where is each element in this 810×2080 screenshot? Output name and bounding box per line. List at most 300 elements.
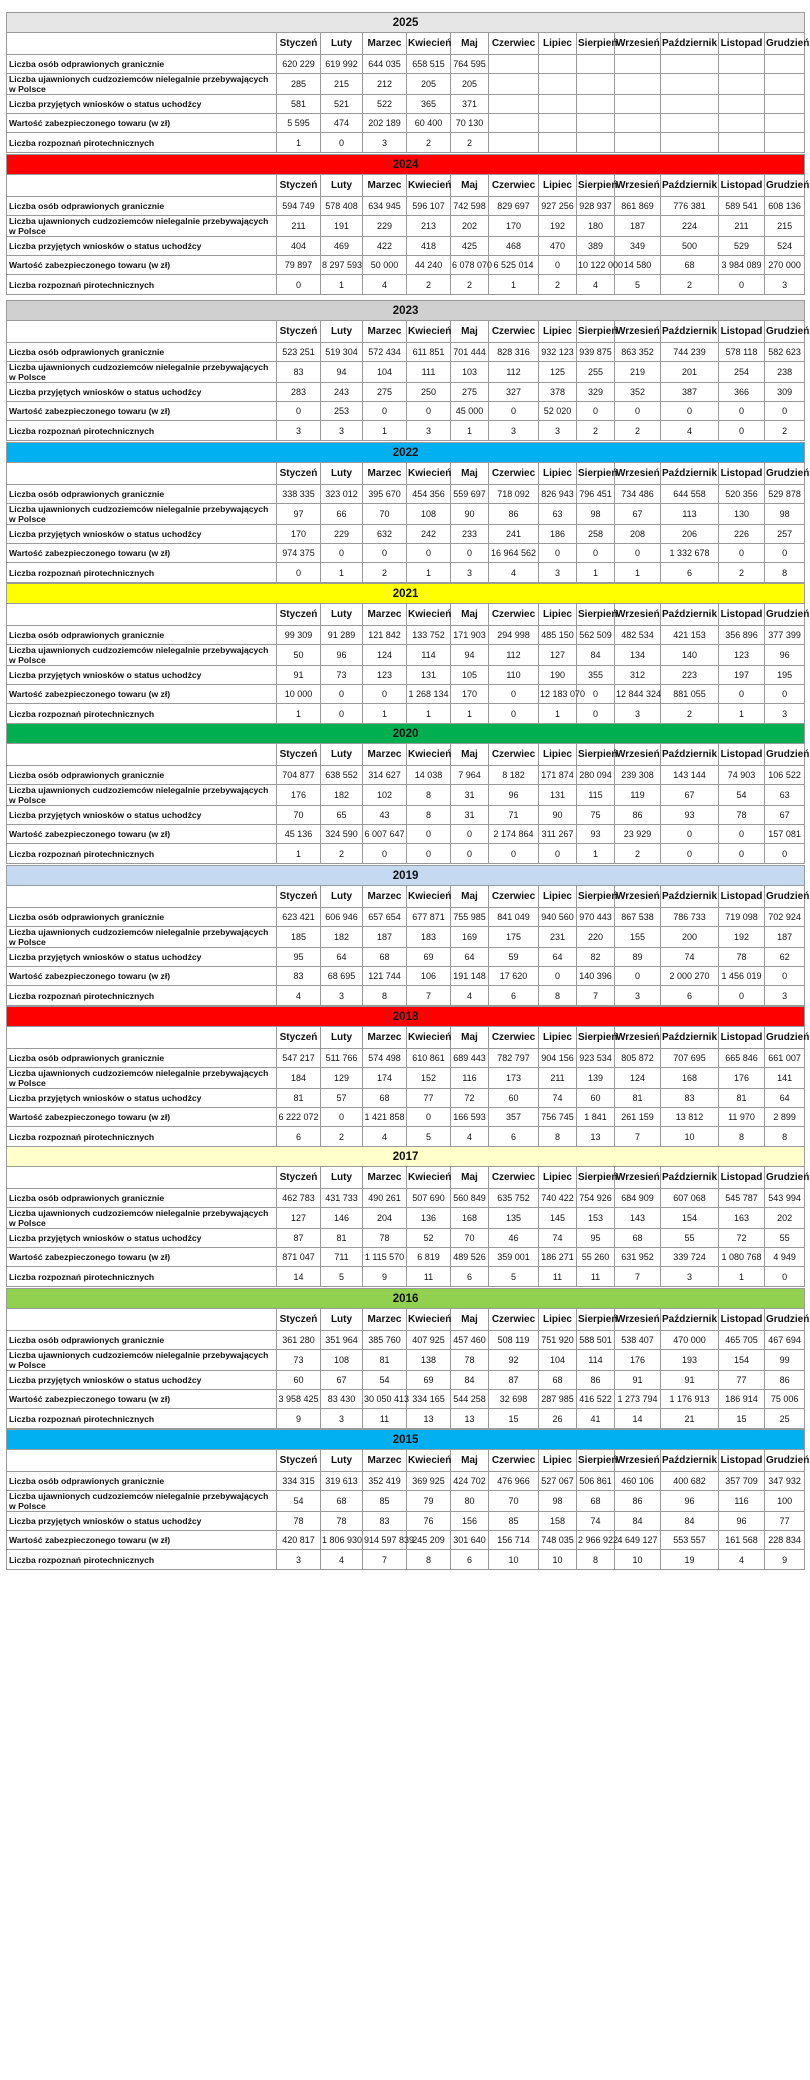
month-header: Kwiecień	[407, 886, 451, 908]
data-cell: 371	[451, 95, 489, 114]
data-cell: 68	[363, 1089, 407, 1108]
data-cell	[539, 74, 577, 95]
data-cell: 231	[539, 927, 577, 948]
data-cell: 4	[321, 1550, 363, 1570]
data-cell: 111	[407, 362, 451, 383]
month-header: Sierpień	[577, 744, 615, 766]
data-cell: 155	[615, 927, 661, 948]
data-cell: 377 399	[765, 626, 805, 645]
table-row	[7, 402, 805, 421]
data-cell: 301 640	[451, 1531, 489, 1550]
row-label: Liczba osób odprawionych granicznie	[7, 1331, 277, 1350]
data-cell: 701 444	[451, 343, 489, 362]
month-header: Styczeń	[277, 1309, 321, 1331]
data-cell: 74	[539, 1229, 577, 1248]
data-cell: 180	[577, 216, 615, 237]
data-cell: 6 007 647	[363, 825, 407, 844]
data-cell: 786 733	[661, 908, 719, 927]
data-cell: 829 697	[489, 197, 539, 216]
data-cell: 560 849	[451, 1189, 489, 1208]
data-cell: 0	[577, 704, 615, 724]
data-cell: 205	[407, 74, 451, 95]
data-cell: 3	[321, 421, 363, 441]
data-cell: 1	[719, 704, 765, 724]
data-cell	[615, 133, 661, 153]
data-cell: 134	[615, 645, 661, 666]
month-header: Luty	[321, 321, 363, 343]
data-cell: 378	[539, 383, 577, 402]
data-cell: 927 256	[539, 197, 577, 216]
row-label: Liczba osób odprawionych granicznie	[7, 197, 277, 216]
month-header: Październik	[661, 604, 719, 626]
data-cell: 489 526	[451, 1248, 489, 1267]
data-cell: 153	[577, 1208, 615, 1229]
data-cell: 197	[719, 666, 765, 685]
data-cell: 11	[577, 1267, 615, 1287]
data-cell: 702 924	[765, 908, 805, 927]
data-cell: 93	[661, 806, 719, 825]
month-header: Wrzesień	[615, 604, 661, 626]
month-header: Luty	[321, 1450, 363, 1472]
row-label: Wartość zabezpieczonego towaru (w zł)	[7, 256, 277, 275]
month-header: Marzec	[363, 604, 407, 626]
table-row	[7, 1208, 805, 1229]
data-cell: 744 239	[661, 343, 719, 362]
data-cell: 1	[277, 133, 321, 153]
table-row	[7, 421, 805, 441]
data-cell: 70 130	[451, 114, 489, 133]
month-header: Październik	[661, 886, 719, 908]
data-cell: 754 926	[577, 1189, 615, 1208]
data-cell: 66	[321, 504, 363, 525]
data-cell: 79	[407, 1491, 451, 1512]
year-table-2019	[6, 865, 810, 1006]
data-cell: 578 118	[719, 343, 765, 362]
data-cell: 90	[451, 504, 489, 525]
table-row	[7, 55, 805, 74]
row-label: Wartość zabezpieczonego towaru (w zł)	[7, 967, 277, 986]
table-row	[7, 544, 805, 563]
data-cell	[577, 133, 615, 153]
data-cell: 116	[451, 1068, 489, 1089]
data-cell: 881 055	[661, 685, 719, 704]
data-cell: 2	[407, 275, 451, 295]
year-table-2020	[6, 723, 810, 864]
data-cell: 270 000	[765, 256, 805, 275]
month-header: Sierpień	[577, 604, 615, 626]
data-cell: 329	[577, 383, 615, 402]
data-cell: 349	[615, 237, 661, 256]
data-cell: 158	[539, 1512, 577, 1531]
data-cell: 3	[277, 421, 321, 441]
data-cell: 594 749	[277, 197, 321, 216]
data-cell: 4	[451, 986, 489, 1006]
table-row	[7, 766, 805, 785]
data-cell: 14 038	[407, 766, 451, 785]
data-cell: 280 094	[577, 766, 615, 785]
month-header: Luty	[321, 1027, 363, 1049]
data-cell: 114	[407, 645, 451, 666]
data-cell: 59	[489, 948, 539, 967]
data-cell: 0	[661, 402, 719, 421]
data-cell: 8	[719, 1127, 765, 1147]
data-cell: 1	[577, 844, 615, 864]
data-cell: 201	[661, 362, 719, 383]
month-header: Marzec	[363, 321, 407, 343]
data-cell: 175	[489, 927, 539, 948]
data-cell: 0	[407, 844, 451, 864]
data-cell: 0	[719, 402, 765, 421]
data-cell: 131	[407, 666, 451, 685]
data-cell: 69	[407, 1371, 451, 1390]
data-cell: 130	[719, 504, 765, 525]
data-cell: 78	[321, 1512, 363, 1531]
data-cell: 8	[539, 1127, 577, 1147]
data-cell: 275	[451, 383, 489, 402]
data-cell: 226	[719, 525, 765, 544]
data-cell: 70	[277, 806, 321, 825]
data-cell: 311 267	[539, 825, 577, 844]
data-cell: 171 874	[539, 766, 577, 785]
row-label: Liczba osób odprawionych granicznie	[7, 485, 277, 504]
data-cell: 77	[407, 1089, 451, 1108]
month-header: Styczeń	[277, 321, 321, 343]
data-cell: 2	[719, 563, 765, 583]
data-cell: 241	[489, 525, 539, 544]
data-cell: 183	[407, 927, 451, 948]
row-label: Liczba osób odprawionych granicznie	[7, 626, 277, 645]
row-label: Liczba przyjętych wniosków o status uchodźcy	[7, 1512, 277, 1531]
data-cell: 287 985	[539, 1390, 577, 1409]
data-cell: 154	[719, 1350, 765, 1371]
data-cell: 163	[719, 1208, 765, 1229]
data-cell: 553 557	[661, 1531, 719, 1550]
data-cell: 104	[539, 1350, 577, 1371]
data-cell	[489, 74, 539, 95]
data-cell: 127	[539, 645, 577, 666]
data-cell: 5	[615, 275, 661, 295]
data-cell: 185	[277, 927, 321, 948]
data-cell: 10	[615, 1550, 661, 1570]
row-label: Wartość zabezpieczonego towaru (w zł)	[7, 1390, 277, 1409]
data-cell: 1 456 019	[719, 967, 765, 986]
data-cell: 0	[615, 402, 661, 421]
data-cell: 1	[407, 563, 451, 583]
data-cell: 81	[719, 1089, 765, 1108]
data-cell: 2	[451, 275, 489, 295]
data-cell: 3	[489, 421, 539, 441]
data-cell: 581	[277, 95, 321, 114]
header-blank-cell	[7, 886, 277, 908]
data-cell: 191	[321, 216, 363, 237]
data-cell: 631 952	[615, 1248, 661, 1267]
data-cell: 6 819	[407, 1248, 451, 1267]
data-cell: 520 356	[719, 485, 765, 504]
data-cell: 211	[539, 1068, 577, 1089]
data-cell: 80	[451, 1491, 489, 1512]
data-cell: 522	[363, 95, 407, 114]
data-cell: 50 000	[363, 256, 407, 275]
data-cell: 55 260	[577, 1248, 615, 1267]
data-cell: 309	[765, 383, 805, 402]
month-header: Maj	[451, 1309, 489, 1331]
data-cell: 14 580	[615, 256, 661, 275]
row-label: Wartość zabezpieczonego towaru (w zł)	[7, 1248, 277, 1267]
data-cell	[765, 95, 805, 114]
month-header: Wrzesień	[615, 321, 661, 343]
data-cell: 589 541	[719, 197, 765, 216]
data-cell: 0	[321, 1108, 363, 1127]
data-cell: 68	[539, 1371, 577, 1390]
data-cell: 64	[765, 1089, 805, 1108]
data-cell: 3	[277, 1550, 321, 1570]
month-header: Marzec	[363, 886, 407, 908]
data-cell: 606 946	[321, 908, 363, 927]
row-label: Wartość zabezpieczonego towaru (w zł)	[7, 1108, 277, 1127]
header-blank-cell	[7, 1309, 277, 1331]
data-cell: 828 316	[489, 343, 539, 362]
data-cell: 420 817	[277, 1531, 321, 1550]
data-cell: 174	[363, 1068, 407, 1089]
data-cell: 145	[539, 1208, 577, 1229]
month-header: Lipiec	[539, 1450, 577, 1472]
data-cell: 0	[407, 825, 451, 844]
data-cell: 544 258	[451, 1390, 489, 1409]
data-cell: 0	[489, 685, 539, 704]
year-heading: 2024	[7, 155, 805, 175]
data-cell: 161 568	[719, 1531, 765, 1550]
data-cell: 508 119	[489, 1331, 539, 1350]
month-header: Lipiec	[539, 33, 577, 55]
data-cell: 8	[577, 1550, 615, 1570]
data-cell: 71	[489, 806, 539, 825]
data-cell: 52	[407, 1229, 451, 1248]
data-cell: 10 122 000	[577, 256, 615, 275]
data-cell: 756 745	[539, 1108, 577, 1127]
data-cell: 0	[407, 544, 451, 563]
row-label: Liczba przyjętych wniosków o status uchodźcy	[7, 1089, 277, 1108]
data-cell: 1 332 678	[661, 544, 719, 563]
data-cell: 13	[407, 1409, 451, 1429]
data-cell: 253	[321, 402, 363, 421]
row-label: Liczba przyjętych wniosków o status uchodźcy	[7, 1371, 277, 1390]
data-cell: 1 080 768	[719, 1248, 765, 1267]
data-cell: 60	[489, 1089, 539, 1108]
month-header: Grudzień	[765, 321, 805, 343]
data-cell: 0	[615, 544, 661, 563]
data-cell: 347 932	[765, 1472, 805, 1491]
data-cell: 608 136	[765, 197, 805, 216]
data-cell: 485 150	[539, 626, 577, 645]
row-label: Liczba ujawnionych cudzoziemców nielegalnie przebywających w Polsce	[7, 1350, 277, 1371]
data-cell: 125	[539, 362, 577, 383]
data-cell: 81	[321, 1229, 363, 1248]
month-header: Październik	[661, 1309, 719, 1331]
data-cell: 611 851	[407, 343, 451, 362]
data-cell: 154	[661, 1208, 719, 1229]
data-cell: 689 443	[451, 1049, 489, 1068]
data-cell: 41	[577, 1409, 615, 1429]
table-row	[7, 1331, 805, 1350]
table-row	[7, 626, 805, 645]
data-cell: 0	[539, 844, 577, 864]
data-cell: 841 049	[489, 908, 539, 927]
data-cell: 500	[661, 237, 719, 256]
data-cell	[719, 114, 765, 133]
year-table-2023	[6, 300, 810, 441]
data-cell: 186 271	[539, 1248, 577, 1267]
data-cell: 4	[451, 1127, 489, 1147]
data-cell: 170	[489, 216, 539, 237]
month-header: Lipiec	[539, 1309, 577, 1331]
month-header: Sierpień	[577, 33, 615, 55]
data-cell: 4	[363, 1127, 407, 1147]
data-cell: 143 144	[661, 766, 719, 785]
month-header: Maj	[451, 463, 489, 485]
table-row	[7, 1472, 805, 1491]
data-cell: 6 078 070	[451, 256, 489, 275]
month-header: Wrzesień	[615, 175, 661, 197]
data-cell: 352	[615, 383, 661, 402]
data-cell: 867 538	[615, 908, 661, 927]
row-label: Liczba rozpoznań pirotechnicznych	[7, 704, 277, 724]
month-header: Listopad	[719, 321, 765, 343]
data-cell: 72	[719, 1229, 765, 1248]
data-cell: 186 914	[719, 1390, 765, 1409]
month-header: Czerwiec	[489, 463, 539, 485]
data-cell: 395 670	[363, 485, 407, 504]
data-cell: 285	[277, 74, 321, 95]
data-cell: 239 308	[615, 766, 661, 785]
data-cell: 8	[407, 806, 451, 825]
data-cell: 547 217	[277, 1049, 321, 1068]
data-cell: 84	[451, 1371, 489, 1390]
month-header: Wrzesień	[615, 1450, 661, 1472]
data-cell: 3 984 089	[719, 256, 765, 275]
data-cell: 70	[451, 1229, 489, 1248]
data-cell: 131	[539, 785, 577, 806]
month-header: Grudzień	[765, 1309, 805, 1331]
data-cell: 108	[321, 1350, 363, 1371]
data-cell: 6	[661, 563, 719, 583]
data-cell: 257	[765, 525, 805, 544]
data-cell: 14	[615, 1409, 661, 1429]
data-cell	[577, 74, 615, 95]
month-header: Lipiec	[539, 175, 577, 197]
data-cell: 1	[277, 704, 321, 724]
data-cell	[577, 114, 615, 133]
year-table-2017	[6, 1146, 810, 1287]
data-cell: 78	[451, 1350, 489, 1371]
row-label: Wartość zabezpieczonego towaru (w zł)	[7, 402, 277, 421]
month-header: Lipiec	[539, 463, 577, 485]
data-cell: 1 176 913	[661, 1390, 719, 1409]
data-cell: 0	[719, 844, 765, 864]
data-cell: 6	[277, 1127, 321, 1147]
month-header: Marzec	[363, 1450, 407, 1472]
data-cell	[615, 74, 661, 95]
data-cell: 7	[615, 1267, 661, 1287]
month-header: Maj	[451, 321, 489, 343]
data-cell: 170	[277, 525, 321, 544]
data-cell: 64	[539, 948, 577, 967]
data-cell: 545 787	[719, 1189, 765, 1208]
data-cell: 8	[539, 986, 577, 1006]
year-table-2015	[6, 1429, 810, 1570]
data-cell: 68	[661, 256, 719, 275]
data-cell: 1	[277, 844, 321, 864]
table-row	[7, 383, 805, 402]
data-cell: 67	[765, 806, 805, 825]
data-cell: 6	[489, 1127, 539, 1147]
month-header: Listopad	[719, 463, 765, 485]
data-cell: 98	[765, 504, 805, 525]
data-cell: 121 744	[363, 967, 407, 986]
row-label: Liczba ujawnionych cudzoziemców nielegalnie przebywających w Polsce	[7, 645, 277, 666]
row-label: Liczba przyjętych wniosków o status uchodźcy	[7, 948, 277, 967]
data-cell: 460 106	[615, 1472, 661, 1491]
month-header: Marzec	[363, 1167, 407, 1189]
data-cell: 0	[765, 1267, 805, 1287]
data-cell: 254	[719, 362, 765, 383]
header-blank-cell	[7, 1450, 277, 1472]
month-header: Listopad	[719, 604, 765, 626]
data-cell: 87	[489, 1371, 539, 1390]
data-cell: 192	[719, 927, 765, 948]
data-cell: 6	[661, 986, 719, 1006]
data-cell: 0	[719, 421, 765, 441]
data-cell: 45 000	[451, 402, 489, 421]
data-cell: 5	[407, 1127, 451, 1147]
month-header: Listopad	[719, 1309, 765, 1331]
data-cell: 168	[451, 1208, 489, 1229]
table-row	[7, 343, 805, 362]
row-label: Liczba ujawnionych cudzoziemców nielegalnie przebywających w Polsce	[7, 216, 277, 237]
data-cell: 684 909	[615, 1189, 661, 1208]
month-header: Kwiecień	[407, 1027, 451, 1049]
data-cell: 871 047	[277, 1248, 321, 1267]
row-label: Liczba ujawnionych cudzoziemców nielegalnie przebywających w Polsce	[7, 1208, 277, 1229]
month-header: Marzec	[363, 1027, 407, 1049]
data-cell: 121 842	[363, 626, 407, 645]
table-row	[7, 948, 805, 967]
month-header: Styczeń	[277, 33, 321, 55]
data-cell: 416 522	[577, 1390, 615, 1409]
data-cell: 400 682	[661, 1472, 719, 1491]
data-cell	[539, 114, 577, 133]
data-cell: 65	[321, 806, 363, 825]
data-cell: 6	[451, 1267, 489, 1287]
data-cell: 91 289	[321, 626, 363, 645]
data-cell: 104	[363, 362, 407, 383]
data-cell: 1	[321, 563, 363, 583]
data-cell: 173	[489, 1068, 539, 1089]
data-cell: 255	[577, 362, 615, 383]
month-header: Czerwiec	[489, 175, 539, 197]
data-cell: 9	[277, 1409, 321, 1429]
data-cell: 467 694	[765, 1331, 805, 1350]
data-cell: 796 451	[577, 485, 615, 504]
data-cell: 84	[577, 645, 615, 666]
table-row	[7, 1491, 805, 1512]
row-label: Liczba ujawnionych cudzoziemców nielegalnie przebywających w Polsce	[7, 927, 277, 948]
data-cell: 83	[277, 362, 321, 383]
data-cell: 805 872	[615, 1049, 661, 1068]
data-cell: 112	[489, 645, 539, 666]
data-cell: 8	[363, 986, 407, 1006]
table-row	[7, 216, 805, 237]
data-cell: 187	[615, 216, 661, 237]
